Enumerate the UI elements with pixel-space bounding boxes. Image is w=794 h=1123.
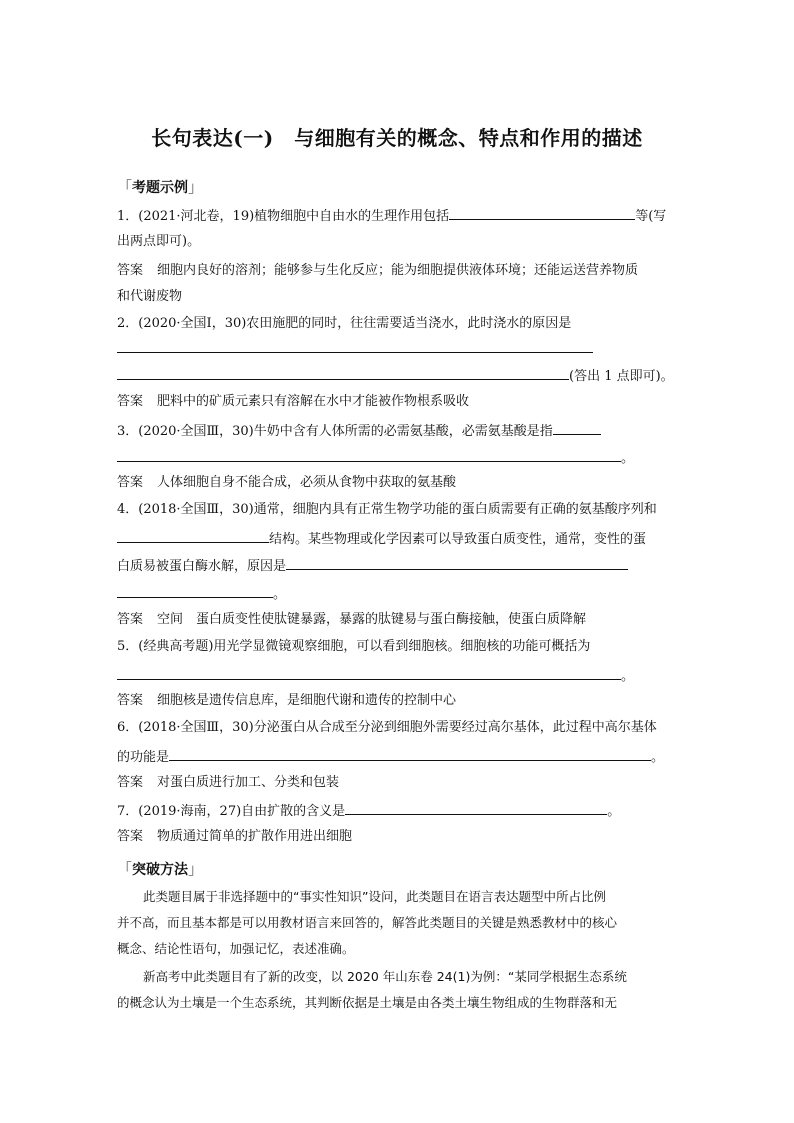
question-4-cont2: 白质易被蛋白酶水解，原因是 (117, 556, 628, 576)
answer-blank (117, 448, 621, 462)
method-paragraph-2-line2: 的概念认为土壤是一个生态系统，其判断依据是土壤是由各类土壤生物组成的生物群落和无 (117, 995, 618, 1010)
answer-blank (286, 556, 628, 570)
method-paragraph-1-line3: 概念、结论性语句，加强记忆，表述准确。 (117, 941, 355, 956)
answer-blank (345, 801, 607, 815)
answer-blank (117, 352, 593, 353)
question-6-cont: 的功能是 。 (117, 747, 664, 767)
question-4-cont: 结构。某些物理或化学因素可以导致蛋白质变性，通常，变性的蛋 (117, 529, 646, 549)
answer-2: 答案 肥料中的矿质元素只有溶解在水中才能被作物根系吸收 (117, 394, 470, 409)
answer-4: 答案 空间 蛋白质变性使肽键暴露，暴露的肽键易与蛋白酶接触，使蛋白质降解 (117, 612, 587, 627)
method-paragraph-2: 新高考中此类题目有了新的改变，以 2020 年山东卷 24(1)为例：“某同学根据生态系统 (143, 969, 627, 984)
question-5-cont: 。 (117, 666, 634, 686)
question-2-cont: (答出 1 点即可)。 (117, 366, 674, 386)
question-3: 3．(2020·全国Ⅲ，30)牛奶中含有人体所需的必需氨基酸，必需氨基酸是指 (117, 421, 601, 441)
answer-1-cont: 和代谢废物 (117, 289, 183, 304)
answer-blank (117, 584, 273, 598)
answer-blank (449, 206, 635, 220)
question-1-cont: 出两点即可)。 (117, 234, 201, 249)
method-paragraph-1: 此类题目属于非选择题中的“事实性知识”设问，此类题目在语言表达题型中所占比例 (143, 889, 606, 904)
section-heading-method: 「突破方法」 (117, 860, 204, 878)
answer-blank (117, 529, 269, 543)
question-4: 4．(2018·全国Ⅲ，30)通常，细胞内具有正常生物学功能的蛋白质需要有正确的氨基酸序列和 (117, 502, 657, 517)
answer-blank (117, 366, 569, 380)
question-7: 7．(2019·海南，27)自由扩散的含义是 。 (117, 801, 620, 821)
question-4-cont3: 。 (117, 584, 286, 604)
question-3-cont: 。 (117, 448, 634, 468)
answer-7: 答案 物质通过简单的扩散作用进出细胞 (117, 829, 353, 844)
page-title: 长句表达(一) 与细胞有关的概念、特点和作用的描述 (151, 126, 643, 150)
answer-blank (169, 747, 651, 761)
question-2: 2．(2020·全国Ⅰ，30)农田施肥的同时，往往需要适当浇水，此时浇水的原因是 (117, 316, 572, 331)
question-1: 1．(2021·河北卷，19)植物细胞中自由水的生理作用包括 等(写 (117, 206, 666, 226)
answer-6: 答案 对蛋白质进行加工、分类和包装 (117, 775, 340, 790)
question-6: 6．(2018·全国Ⅲ，30)分泌蛋白从合成至分泌到细胞外需要经过高尔基体，此过程中高尔基体 (117, 720, 657, 735)
answer-blank (117, 666, 621, 680)
answer-1: 答案 细胞内良好的溶剂；能够参与生化反应；能为细胞提供液体环境；还能运送营养物质 (117, 263, 639, 278)
question-5: 5．(经典高考题)用光学显微镜观察细胞，可以看到细胞核。细胞核的功能可概括为 (117, 639, 591, 654)
answer-5: 答案 细胞核是遗传信息库，是细胞代谢和遗传的控制中心 (117, 693, 457, 708)
answer-blank (553, 421, 601, 435)
section-heading-examples: 「考题示例」 (117, 178, 204, 196)
answer-3: 答案 人体细胞自身不能合成，必须从食物中获取的氨基酸 (117, 475, 457, 490)
method-paragraph-1-line2: 并不高，而且基本都是可以用教材语言来回答的，解答此类题目的关键是熟悉教材中的核心 (117, 915, 618, 930)
